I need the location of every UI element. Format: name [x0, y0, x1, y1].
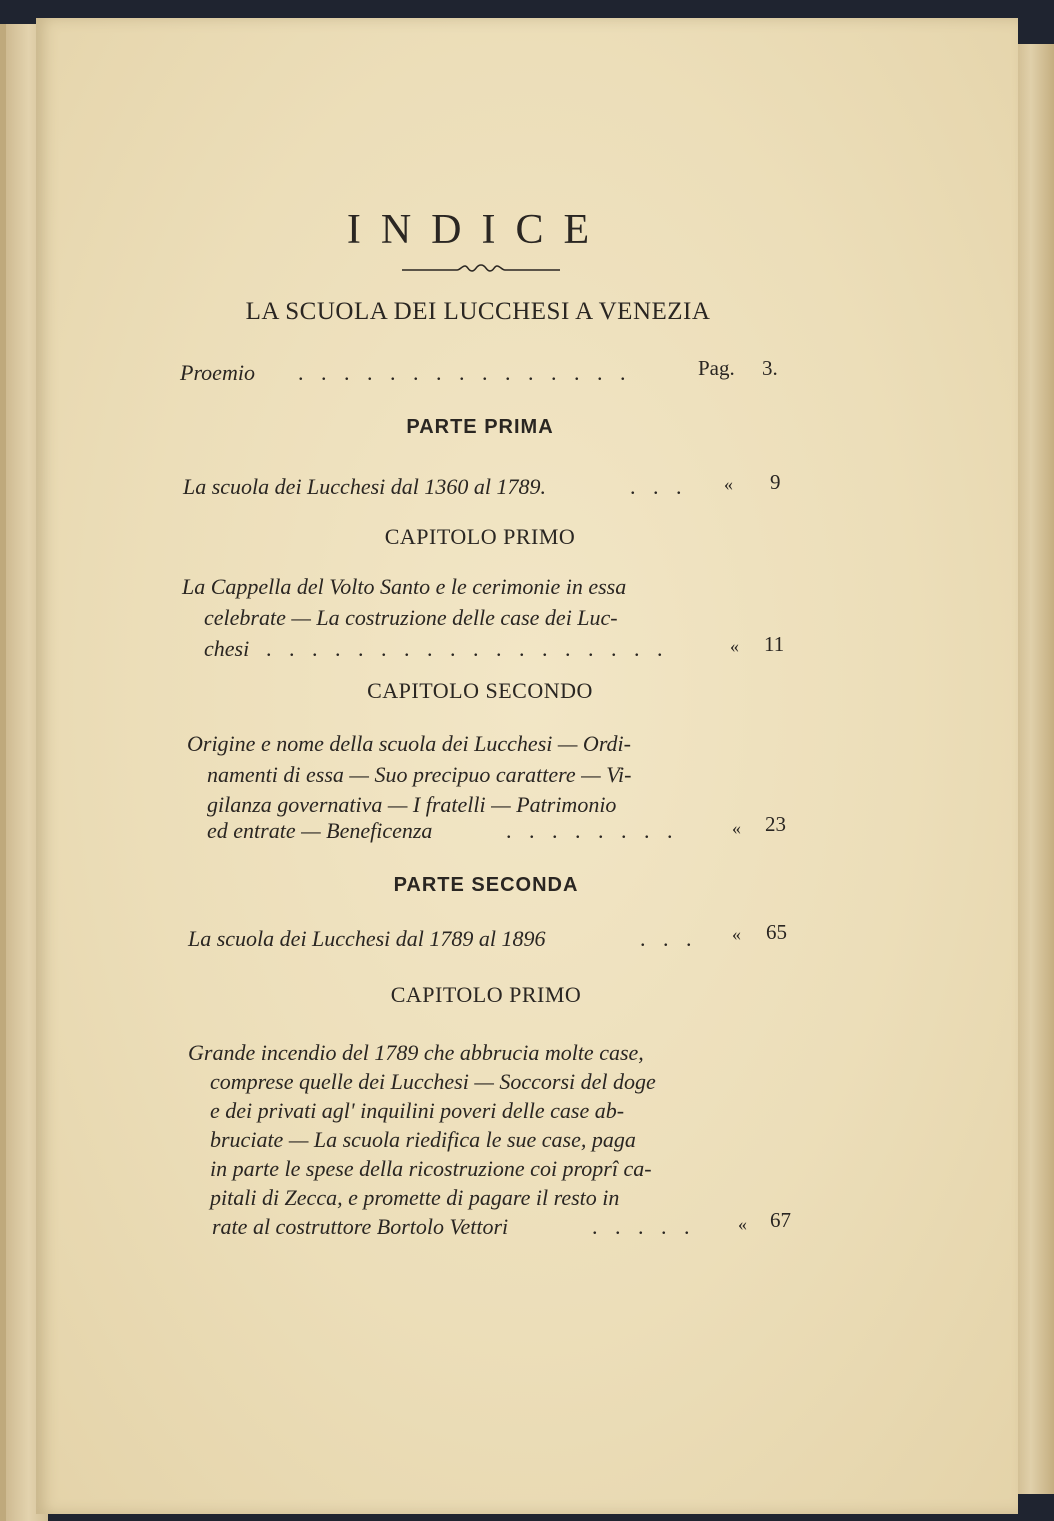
ditto-marker: « — [732, 818, 741, 838]
entry-line: comprese quelle dei Lucchesi — Soccorsi del doge — [210, 1069, 656, 1094]
entry-line: pitali di Zecca, e promette di pagare il resto in — [210, 1185, 620, 1210]
leader-dots: . . . . . . . . — [506, 818, 679, 843]
entry-line: chesi — [204, 636, 250, 661]
entry-line: namenti di essa — Suo precipuo carattere — Vi- — [207, 762, 632, 787]
page-number: 11 — [764, 632, 785, 656]
work-title: LA SCUOLA DEI LUCCHESI A VENEZIA — [245, 298, 711, 325]
page-number: 67 — [770, 1208, 791, 1232]
proemio-label: Proemio — [180, 360, 255, 385]
page-number: 3. — [762, 356, 778, 380]
index-title: INDICE — [346, 207, 610, 253]
leader-dots: . . . . . . . . . . . . . . . . . . — [266, 636, 669, 661]
ditto-marker: « — [724, 474, 733, 494]
page-number: 23 — [765, 812, 786, 836]
entry-text: La scuola dei Lucchesi dal 1789 al 1896 — [188, 926, 546, 951]
entry-line: in parte le spese della ricostruzione coi proprî ca- — [210, 1156, 652, 1181]
part-heading: PARTE PRIMA — [406, 416, 554, 438]
entry-line: rate al costruttore Bortolo Vettori — [212, 1214, 509, 1239]
page-number: 65 — [766, 920, 787, 944]
ornament-divider-icon — [402, 262, 560, 274]
ditto-marker: « — [732, 924, 741, 944]
page-label: Pag. — [698, 356, 735, 380]
entry-line: celebrate — La costruzione delle case dei Luc- — [204, 605, 618, 630]
entry-text: La scuola dei Lucchesi dal 1360 al 1789. — [183, 474, 546, 499]
page-number: 9 — [770, 470, 781, 494]
entry-line: Origine e nome della scuola dei Lucchesi — Ordi- — [187, 731, 631, 756]
part-heading: PARTE SECONDA — [393, 874, 579, 896]
chapter-heading: CAPITOLO PRIMO — [390, 982, 582, 1007]
leader-dots: . . . . . . . . . . . . . . . — [298, 360, 632, 385]
leader-dots: . . . — [640, 926, 698, 951]
chapter-heading: CAPITOLO SECONDO — [367, 678, 593, 703]
chapter-heading: CAPITOLO PRIMO — [384, 524, 576, 549]
ditto-marker: « — [730, 636, 739, 656]
leader-dots: . . . . . — [592, 1214, 696, 1239]
entry-line: La Cappella del Volto Santo e le cerimonie in essa — [182, 574, 627, 599]
entry-line: bruciate — La scuola riedifica le sue case, paga — [210, 1127, 636, 1152]
ditto-marker: « — [738, 1214, 747, 1234]
entry-line: e dei privati agl' inquilini poveri delle case ab- — [210, 1098, 625, 1123]
entry-line: ed entrate — Beneficenza — [207, 818, 433, 843]
entry-line: Grande incendio del 1789 che abbrucia molte case, — [188, 1040, 644, 1065]
entry-line: gilanza governativa — I fratelli — Patrimonio — [207, 792, 617, 817]
leader-dots: . . . — [630, 474, 688, 499]
